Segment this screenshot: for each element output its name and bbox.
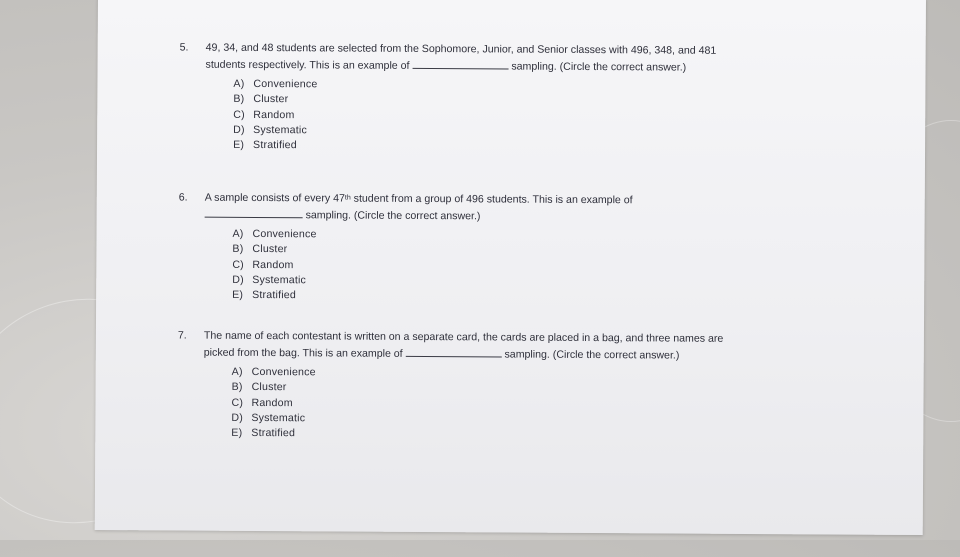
worksheet-page (95, 0, 926, 535)
question-text (205, 191, 750, 226)
choice-label: Stratified (253, 139, 297, 152)
choice-label: Convenience (253, 77, 318, 91)
ordinal-suffix: th (344, 194, 351, 202)
question-prompt-continued: student from a group of 496 students. This is an example of (350, 192, 633, 207)
question-5 (179, 41, 751, 157)
choice-letter: E) (232, 289, 244, 302)
choice-label: Cluster (252, 243, 288, 256)
question-6 (178, 191, 750, 307)
question-text (206, 41, 751, 76)
choice-label: Convenience (252, 227, 317, 241)
choice-letter: E) (231, 427, 243, 440)
choice-label: Convenience (251, 365, 316, 379)
choice-label: Random (253, 108, 295, 121)
question-number: 6. (178, 191, 188, 204)
question-instruction: sampling. (Circle the correct answer.) (302, 209, 481, 223)
choice-letter: A) (231, 365, 243, 378)
choice-label: Systematic (252, 273, 307, 287)
question-text (204, 329, 749, 364)
choice-letter: D) (231, 411, 244, 424)
choice-letter: B) (231, 381, 243, 394)
choice-label: Random (252, 258, 294, 271)
choice-e[interactable] (232, 288, 749, 306)
choice-letter: E) (233, 139, 245, 152)
question-prompt: A sample consists of every 47 (204, 191, 345, 205)
choice-letter: C) (233, 108, 245, 121)
question-number: 5. (179, 41, 189, 54)
choice-letter: D) (233, 123, 245, 136)
choice-label: Random (251, 396, 293, 409)
choice-letter: D) (232, 273, 244, 286)
answer-choices (233, 77, 750, 157)
question-instruction: sampling. (Circle the correct answer.) (501, 348, 680, 362)
choice-letter: B) (232, 243, 244, 256)
answer-blank (205, 206, 303, 219)
question-number: 7. (177, 329, 187, 342)
choice-label: Cluster (251, 381, 287, 394)
choice-e[interactable] (231, 426, 748, 444)
choice-letter: C) (231, 396, 244, 409)
answer-choices (232, 227, 749, 307)
answer-blank (406, 345, 502, 358)
choice-letter: A) (232, 227, 244, 240)
choice-label: Systematic (253, 123, 308, 137)
question-7 (177, 329, 749, 445)
choice-letter: B) (233, 93, 245, 106)
choice-letter: A) (233, 77, 245, 90)
choice-label: Cluster (253, 93, 289, 106)
question-instruction: sampling. (Circle the correct answer.) (508, 60, 687, 74)
choice-label: Systematic (251, 411, 306, 425)
answer-blank (412, 57, 508, 70)
choice-label: Stratified (252, 289, 297, 302)
answer-choices (231, 365, 748, 445)
choice-label: Stratified (251, 427, 296, 440)
question-prompt: The name of each contestant is written on a separate card, the cards are placed in a bag, and three names are picked from the bag. This is an example of (203, 329, 724, 360)
choice-e[interactable] (233, 138, 750, 156)
choice-letter: C) (232, 258, 244, 271)
question-prompt: 49, 34, and 48 students are selected from the Sophomore, Junior, and Senior classes with 496, 348, and 481 students respectively. This is an example of (205, 41, 717, 72)
